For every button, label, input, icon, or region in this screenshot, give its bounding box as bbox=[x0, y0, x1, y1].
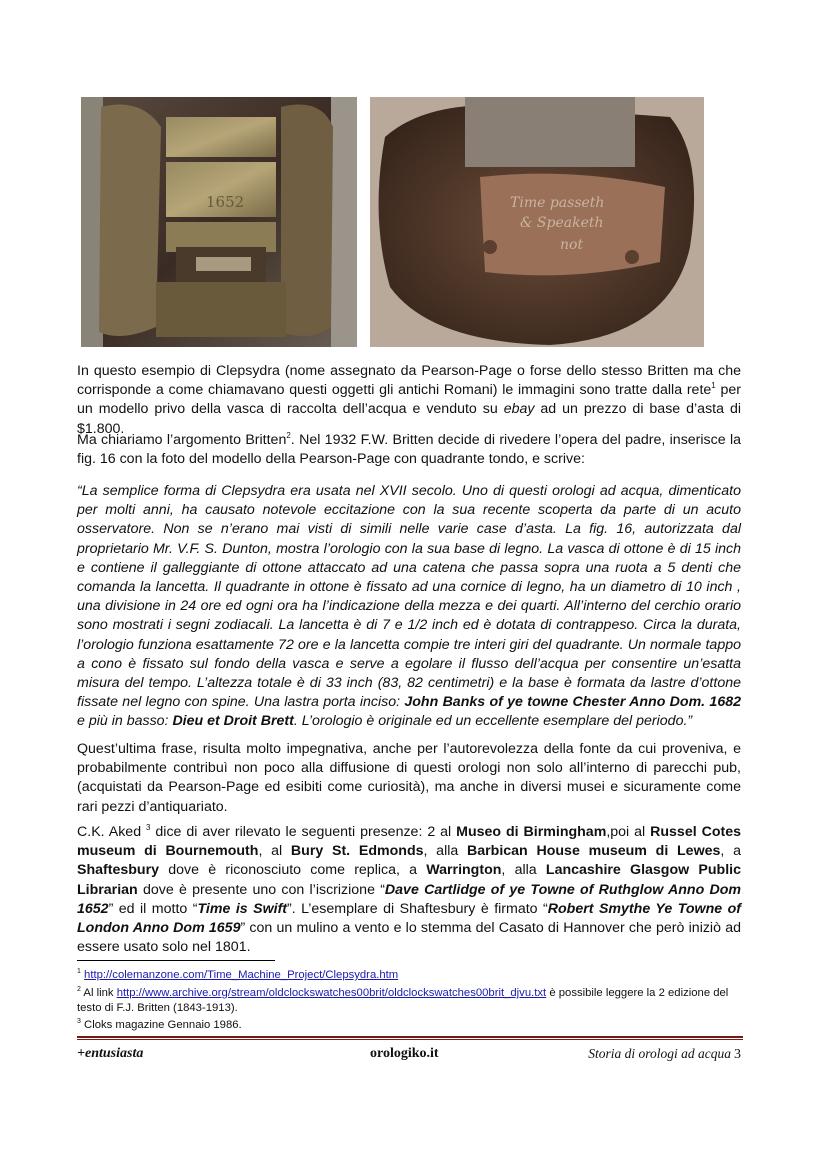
footnote-ref-3[interactable]: 3 bbox=[146, 823, 151, 832]
footnote-3: $^3$ Cloks magazine Gennaio 1986. bbox=[77, 1018, 242, 1031]
paragraph-britten: Ma chiariamo l’argomento Britten$^2$. Nel 1932 F.W. Britten decide di rivedere l’opera del padre, inserisce la fig. 16 con la foto del modello della Pearson-Page con quadrante tondo, e scrive: bbox=[77, 431, 742, 468]
footnote-2: $^2$ Al link http://www.archive.org/stream/oldclockswatches00brit/oldclockswatches00brit_djvu.txt è possibile leggere la 2 edizione del testo di F.J. Britten (1843-1913). bbox=[77, 986, 729, 1014]
right-photo-inscription-line-3: not bbox=[560, 237, 584, 253]
photo-clepsydra-inscribed-plate bbox=[370, 97, 704, 347]
paragraph-last-sentence: Quest’ultima frase, risulta molto impegnativa, anche per l’autorevolezza della fonte da cui proveniva, e probabilmente contribuì non poco alla diffusione di questi orologi non solo all’interno di parecchi pub, (acquistati da Pearson-Page ed esibiti come curiosità), ma anche in diversi musei e sicuramente come rari pezzi d’antiquariato. bbox=[77, 741, 741, 815]
footer-left-label: +entusiasta bbox=[77, 1046, 144, 1061]
paragraph-quotation: “La semplice forma di Clepsydra era usata nel XVII secolo. Uno di questi orologi ad acqua, dimenticato per molti anni, ha causato notevole eccitazione con la sua recente scoperta da parte di un acuto osservatore. Non se n’erano mai visti di simili nelle varie case d’asta. La fig. 16, autorizzata dal proprietario Mr. V.F. S. Dunton, mostra l’orologio con la sua base di legno. La vasca di ottone è di 15 inch e contiene il galleggiante di ottone attaccato ad una catena che passa sopra una ruota a 5 denti che comanda la lancetta. Il quadrante in ottone è fissato ad una cornice di legno, ha un diametro di 10 inch , una divisione in 24 ore ed ogni ora ha l’indicazione della mezza e dei quarti. All’interno del cerchio orario sono mostrati i segni zodiacali. La lancetta è di 7 e 1/2 inch ed è dotata di contrappeso. Circa la durata, l’orologio funziona esattamente 72 ore e la lancetta compie tre interi giri del quadrante. Un normale tappo a cono è fissato sul fondo della vasca e serve a egolare il flusso dell’acqua per consentire un’esatta misura del tempo. L’altezza totale è di 33 inch (83, 82 centimetri) e la base è formata da lastre d’ottone fissate nel legno con spine. Una lastra porta inciso: John Banks of ye towne Chester Anno Dom. 1682 e più in basso: Dieu et Droit Brett. L’orologio è originale ed un eccellente esemplare del periodo.” bbox=[77, 483, 741, 730]
footnote-2-link[interactable]: http://www.archive.org/stream/oldclockswatches00brit/oldclockswatches00brit_djvu.txt bbox=[116, 987, 547, 999]
paragraph-clepsydra-example: In questo esempio di Clepsydra (nome assegnato da Pearson-Page o forse dello stesso Britten ma che corrisponde a come chiamavano questi oggetti gli antichi Romani) le immagini sono tratte dalla rete$^1$ per un modello privo della vasca di raccolta dell’acqua e venduto su ebay ad un prezzo di base d’asta di $1.800. bbox=[77, 363, 742, 437]
right-photo-inscription-line-2: & Speaketh bbox=[520, 215, 604, 231]
paragraph-aked-locations: C.K. Aked $^3$ dice di aver rilevato le seguenti presenze: 2 al Museo di Birmingham,poi al Russel Cotes museum di Bournemouth, al Bury St. Edmonds, alla Barbican House museum di Lewes, a Shaftesbury dove è riconosciuto come replica, a Warrington, alla Lancashire Glasgow Public Librarian dove è presente uno con l’iscrizione “Dave Cartlidge of ye Towne of Ruthglow Anno Dom 1652” ed il motto “Time is Swift”. L’esemplare di Shaftesbury è firmato “Robert Smythe Ye Towne of London Anno Dom 1659” con un mulino a vento e lo stemma del Casato di Hannover che però iniziò ad essere usato solo nel 1801. bbox=[77, 823, 742, 956]
photo-clepsydra-brass-plates bbox=[81, 97, 357, 347]
footnote-1: $^1$ http://colemanzone.com/Time_Machine_Project/Clepsydra.htm bbox=[77, 968, 399, 981]
footer-site-name: orologiko.it bbox=[370, 1046, 439, 1061]
footer-rule bbox=[77, 1036, 743, 1040]
footnote-ref-2[interactable]: 2 bbox=[286, 431, 291, 440]
footnote-1-link[interactable]: http://colemanzone.com/Time_Machine_Project/Clepsydra.htm bbox=[84, 969, 399, 981]
footer-section-title: Storia di orologi ad acqua 3 bbox=[588, 1046, 741, 1062]
footnote-separator bbox=[77, 960, 275, 961]
page-number: 3 bbox=[734, 1047, 741, 1062]
footnote-ref-1[interactable]: 1 bbox=[711, 381, 716, 391]
left-photo-inscription: 1652 bbox=[206, 193, 245, 211]
right-photo-inscription-line-1: Time passeth bbox=[510, 195, 605, 211]
